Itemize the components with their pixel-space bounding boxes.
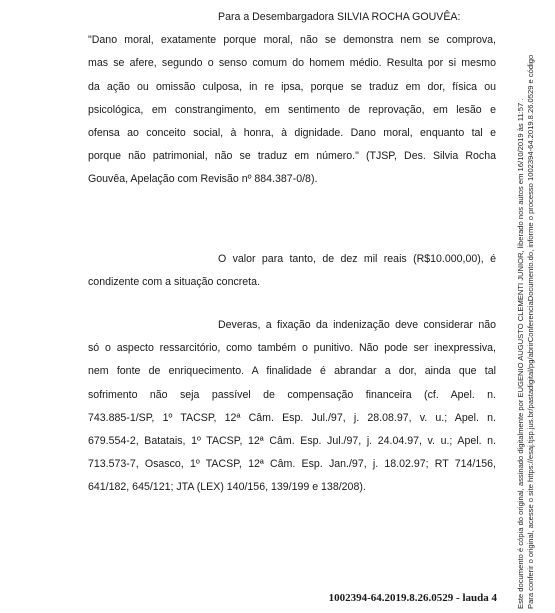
- text-line: da ação ou omissão culposa, in re ipsa, porque se traduz em dor, física ou: [88, 80, 496, 93]
- text-line: ofensa ao conceito social, à honra, à dignidade. Dano moral, enquanto tal e: [88, 127, 496, 140]
- text-line: condizente com a situação concreta.: [88, 276, 260, 289]
- text-line: "Dano moral, exatamente porque moral, não se demonstra nem se comprova,: [88, 34, 496, 47]
- signature-sidebar: [516, 0, 555, 613]
- text-line: O valor para tanto, de dez mil reais (R$10.000,00), é: [218, 253, 496, 265]
- paragraph-valor: [88, 248, 496, 294]
- text-line: 743.885-1/SP, 1º TACSP, 12ª Câm. Esp. Jul./97, j. 28.08.97, v. u.; Apel. n.: [88, 411, 496, 424]
- paragraph-quote: [88, 6, 496, 192]
- page-footer: 1002394-64.2019.8.26.0529 - lauda 4: [328, 592, 497, 604]
- text-line: psicológica, em constrangimento, em sentimento de reprovação, em lesão e: [88, 103, 496, 116]
- text-line: Gouvêa, Apelação com Revisão nº 884.387-0/8).: [88, 173, 318, 186]
- text-line: mas se afere, segundo o senso comum do homem médio. Resulta por si mesmo: [88, 57, 496, 70]
- text-line: porque não patrimonial, não se traduz em número." (TJSP, Des. Silvia Rocha: [88, 150, 496, 163]
- text-line: Para a Desembargadora SILVIA ROCHA GOUVÊA:: [218, 11, 461, 23]
- text-line: 679.554-2, Batatais, 1º TACSP, 12ª Câm. Esp. Jul./97, j. 24.04.97, v. u.; Apel. n.: [88, 435, 496, 448]
- sidebar-line: Para conferir o original, acesse o site https://esaj.tjsp.jus.br/pastadigital/pg/abrirConferenciaDocumento.do, informe o processo 1002394-64.2019.8.26.0529 e código: [526, 54, 535, 609]
- text-line: nem fonte de enriquecimento. A finalidade é abrandar a dor, ainda que tal: [88, 365, 496, 378]
- text-line: sofrimento não seja passível de compensação financeira (cf. Apel. n.: [88, 388, 496, 401]
- paragraph-fixacao: [88, 314, 496, 500]
- text-line: só o aspecto ressarcitório, como também o punitivo. Não pode ser inexpressiva,: [88, 342, 496, 355]
- text-line: Deveras, a fixação da indenização deve considerar não: [218, 319, 496, 331]
- text-line: 713.573-7, Osasco, 1º TACSP, 12ª Câm. Esp. Jan./97, j. 18.02.97; RT 714/156,: [88, 458, 496, 471]
- text-line: 641/182, 645/121; JTA (LEX) 140/156, 139/199 e 138/208).: [88, 481, 366, 494]
- sidebar-line: Este documento é cópia do original, assinado digitalmente por EUGENIO AUGUSTO CLEMENTI JUNIOR, liberado nos autos em 16/10/2019 às 11:57 .: [516, 98, 525, 609]
